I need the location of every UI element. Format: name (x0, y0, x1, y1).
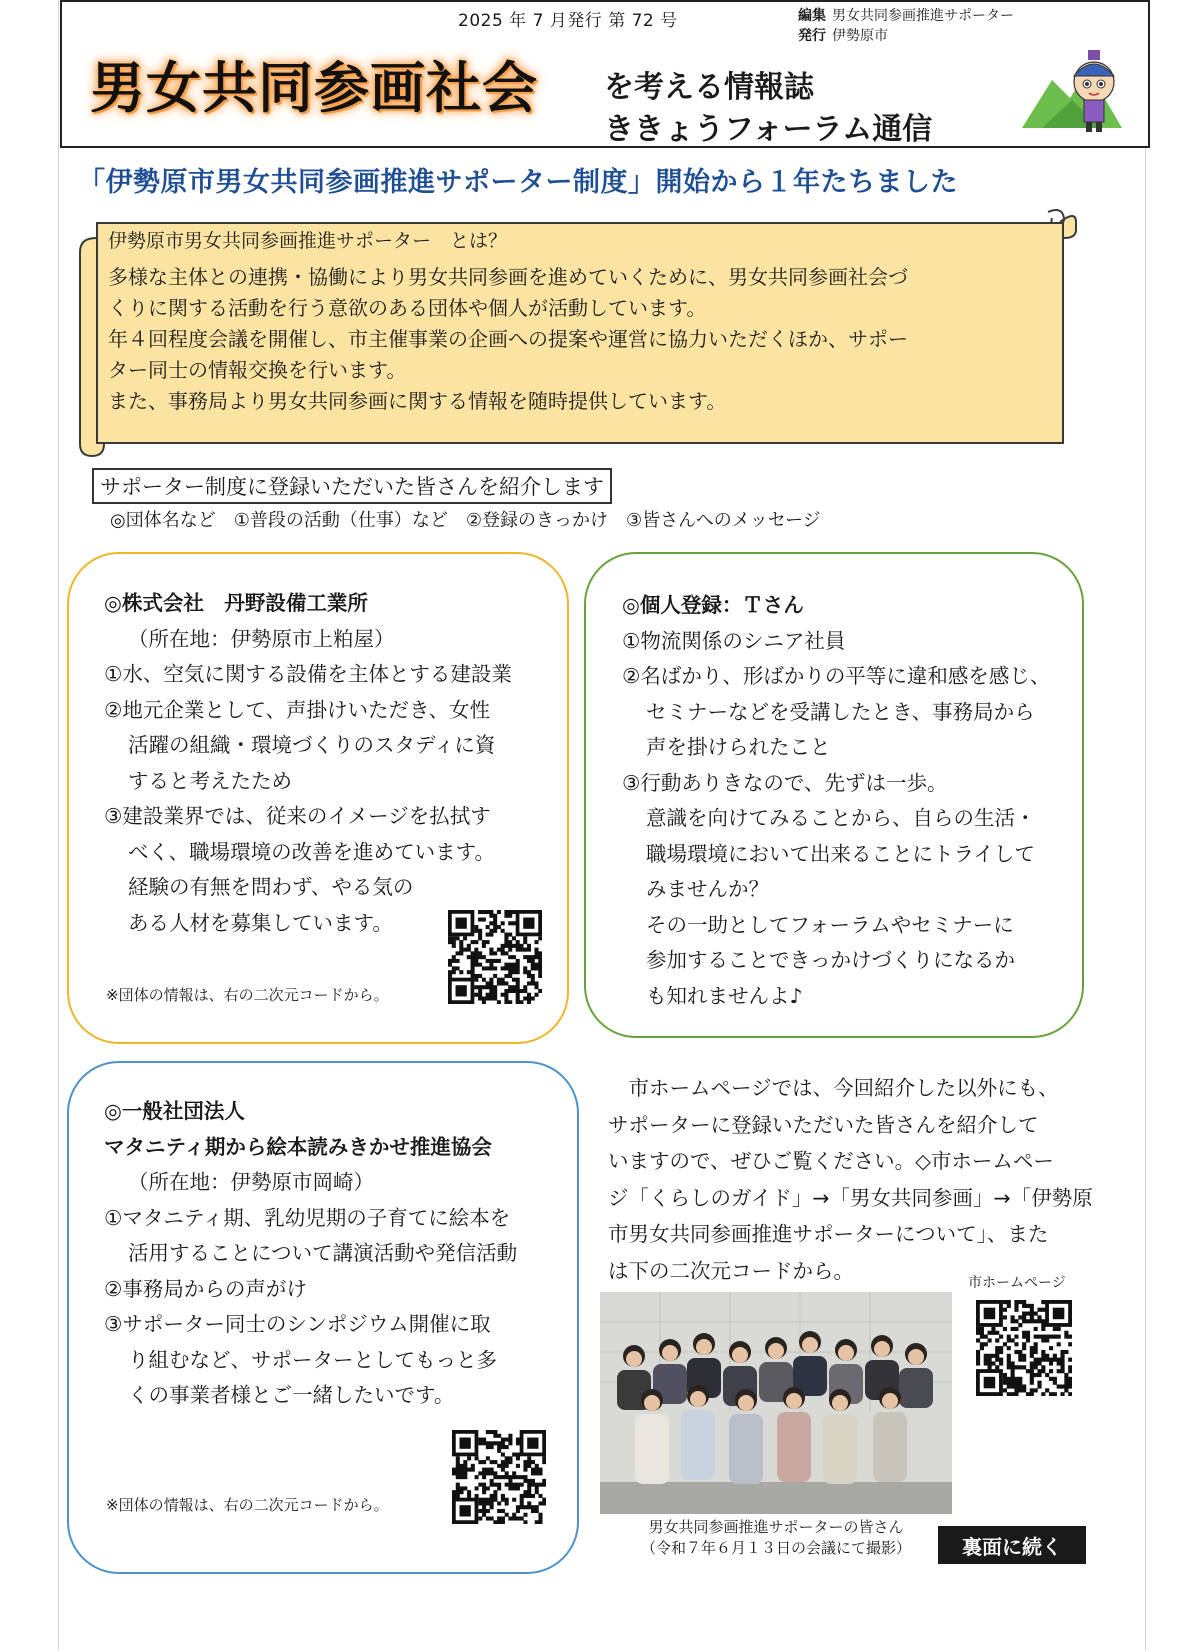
card1-line: すると考えたため (128, 768, 292, 793)
card2-line: 声を掛けられたこと (646, 735, 831, 759)
publisher-value: 伊勢原市 (832, 28, 888, 44)
card3-line: ③サポーター同士のシンポジウム開催に取 (104, 1312, 491, 1336)
masthead (60, 0, 1150, 148)
card1-line: 経験の有無を問わず、やる気の (128, 875, 414, 899)
card3-name-1: ◎一般社団法人 (104, 1099, 245, 1123)
homepage-line: ジ「くらしのガイド」→「男女共同参画」→「伊勢原 (608, 1185, 1093, 1210)
newsletter-subtitle-1: を考える情報誌 (604, 70, 814, 105)
group-photo (600, 1292, 952, 1514)
headline: 「伊勢原市男女共同参画推進サポーター制度」開始から１年たちました (78, 167, 958, 198)
card2-line: ①物流関係のシニア社員 (622, 628, 846, 653)
homepage-line: 市男女共同参画推進サポーターについて」、また (608, 1222, 1049, 1246)
card3-line: ①マタニティ期、乳幼児期の子育てに絵本を (104, 1205, 511, 1230)
card3-name-2: マタニティ期から絵本読みきかせ推進協会 (104, 1134, 492, 1159)
scroll-line: 多様な主体との連携・協働により男女共同参画を進めていくために、男女共同参画社会づ (108, 265, 908, 289)
card3-note: ※団体の情報は、右の二次元コードから。 (106, 1496, 389, 1514)
card2-text (622, 588, 1050, 1014)
card2-line: も知れませんよ♪ (646, 983, 803, 1008)
card2-line: ②名ばかり、形ばかりの平等に違和感を感じ、 (622, 664, 1051, 688)
card3-line: ②事務局からの声がけ (104, 1276, 307, 1301)
card2-line: ③行動ありきなので、先ずは一歩。 (622, 770, 948, 795)
publisher-label: 発行 (798, 28, 826, 44)
scroll-question: 伊勢原市男女共同参画推進サポーター とは？ (108, 230, 508, 252)
card3-location: （所在地：伊勢原市岡崎） (128, 1170, 374, 1194)
card2-name: ◎個人登録：Ｔさん (622, 593, 804, 617)
issue-info: 2025 年 7 月発行 第 72 号 (458, 11, 678, 31)
description-scroll (78, 208, 1078, 458)
card1-line: ②地元企業として、声掛けいただき、女性 (104, 697, 491, 722)
qr-code-icon[interactable] (976, 1300, 1072, 1396)
photo-caption-line-1: 男女共同参画推進サポーターの皆さん (648, 1518, 904, 1536)
scroll-line: くりに関する活動を行う意欲のある団体や個人が活動しています。 (108, 296, 707, 320)
card2-line: セミナーなどを受講したとき、事務局から (646, 699, 1035, 724)
scroll-line: ター同士の情報交換を行います。 (108, 358, 407, 382)
editor-value: 男女共同参画推進サポーター (832, 8, 1014, 24)
newsletter-subtitle-2: ききょうフォーラム通信 (604, 112, 933, 147)
card1-name: ◎株式会社 丹野設備工業所 (104, 591, 368, 615)
card2-line: 意識を向けてみることから、自らの生活・ (646, 806, 1036, 830)
mascot-illustration (1022, 40, 1142, 140)
card3-line: くの事業者様とご一緒したいです。 (128, 1383, 455, 1407)
editor-block (798, 6, 1014, 46)
card2-line: その一助としてフォーラムやセミナーに (646, 912, 1014, 937)
homepage-line: いますので、ぜひご覧ください。◇市ホームペー (608, 1149, 1054, 1173)
card2-line: みませんか？ (646, 877, 769, 901)
card1-line: 活躍の組織・環境づくりのスタディに資 (128, 733, 496, 757)
photo-caption-line-2: （令和７年６月１３日の会議にて撮影） (640, 1539, 911, 1557)
scroll-text (108, 228, 1048, 417)
homepage-text (608, 1070, 1093, 1289)
qr-code-icon[interactable] (452, 1430, 546, 1524)
qr-code-icon[interactable] (448, 910, 542, 1004)
card3-line: り組むなど、サポーターとしてもっと多 (128, 1347, 497, 1372)
scroll-line: また、事務局より男女共同参画に関する情報を随時提供しています。 (108, 389, 727, 413)
card1-note: ※団体の情報は、右の二次元コードから。 (106, 986, 389, 1004)
card1-line: ③建設業界では、従来のイメージを払拭す (104, 804, 491, 828)
photo-caption (606, 1517, 946, 1559)
homepage-line: サポーターに登録いただいた皆さんを紹介して (608, 1112, 1039, 1137)
card2-line: 職場環境において出来ることにトライして (646, 841, 1035, 866)
homepage-qr-label: 市ホームページ (968, 1275, 1066, 1291)
card3-line: 活用することについて講演活動や発信活動 (128, 1241, 518, 1265)
card1-line: ある人材を募集しています。 (128, 910, 393, 935)
continue-on-back-badge: 裏面に続く (938, 1526, 1086, 1564)
legend: ◎団体名など ①普段の活動（仕事）など ②登録のきっかけ ③皆さんへのメッセージ (110, 510, 821, 531)
card3-text (104, 1094, 517, 1414)
editor-label: 編集 (798, 8, 826, 24)
card1-location: （所在地：伊勢原市上粕屋） (128, 626, 395, 651)
scroll-line: 年４回程度会議を開催し、市主催事業の企画への提案や運営に協力いただくほか、サポー (108, 327, 908, 351)
card1-text (104, 586, 512, 941)
card1-line: べく、職場環境の改善を進めています。 (128, 839, 495, 864)
homepage-line: は下の二次元コードから。 (608, 1258, 854, 1283)
intro-box: サポーター制度に登録いただいた皆さんを紹介します (92, 468, 612, 504)
card1-line: ①水、空気に関する設備を主体とする建設業 (104, 662, 512, 686)
newsletter-title: 男女共同参画社会 (90, 56, 539, 120)
homepage-line: 市ホームページでは、今回紹介した以外にも、 (608, 1076, 1059, 1100)
card2-line: 参加することできっかけづくりになるか (646, 948, 1015, 972)
